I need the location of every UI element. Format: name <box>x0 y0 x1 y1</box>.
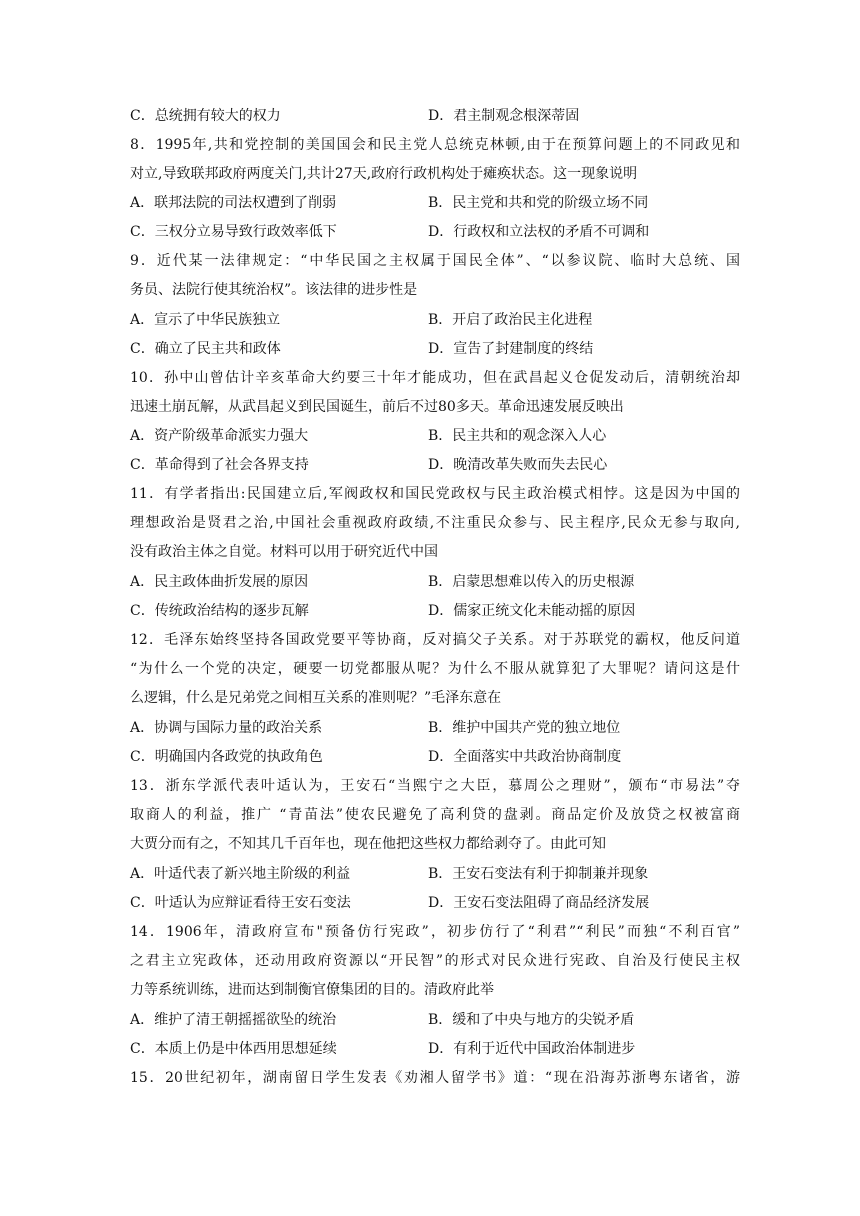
q13-option-c: C．叶适认为应辩证看待王安石变法 <box>130 895 351 911</box>
q8-option-b: B．民主党和共和党的阶级立场不同 <box>428 195 649 211</box>
q9-option-a: A．宣示了中华民族独立 <box>130 312 281 328</box>
q12-stem-line-1: 12．毛泽东始终坚持各国政党要平等协商，反对搞父子关系。对于苏联党的霸权，他反问道 <box>130 632 740 648</box>
q8-stem-line-2: 对立,导致联邦政府两度关门,共计27天,政府行政机构处于瘫痪状态。这一现象说明 <box>130 166 638 182</box>
q11-stem-line-1: 11．有学者指出:民国建立后,军阀政权和国民党政权与民主政治模式相悖。这是因为中国的 <box>130 486 740 502</box>
q10-option-b: B．民主共和的观念深入人心 <box>428 428 607 444</box>
q9-stem-line-2: 务员、法院行使其统治权”。该法律的进步性是 <box>130 282 418 298</box>
q11-option-b: B．启蒙思想难以传入的历史根源 <box>428 574 635 590</box>
q8-stem-line-1: 8．1995年,共和党控制的美国国会和民主党人总统克林顿,由于在预算问题上的不同政见和 <box>130 137 740 153</box>
q12-option-b: B．维护中国共产党的独立地位 <box>428 720 621 736</box>
q13-stem-line-1: 13．浙东学派代表叶适认为，王安石“当熙宁之大臣，慕周公之理财”，颁布“市易法”夺 <box>130 778 740 794</box>
q11-option-d: D．儒家正统文化未能动摇的原因 <box>428 603 636 619</box>
q8-option-d: D．行政权和立法权的矛盾不可调和 <box>428 224 650 240</box>
q13-option-d: D．王安石变法阻碍了商品经济发展 <box>428 895 650 911</box>
q12-stem-line-3: 么逻辑，什么是兄弟党之间相互关系的准则呢？”毛泽东意在 <box>130 690 502 706</box>
q14-stem-line-1: 14．1906年，清政府宣布"预备仿行宪政”，初步仿行了“利君”“利民”而独“不利百官” <box>130 924 740 940</box>
q10-option-c: C．革命得到了社会各界支持 <box>130 457 309 473</box>
q12-option-a: A．协调与国际力量的政治关系 <box>130 720 323 736</box>
q13-option-b: B．王安石变法有利于抑制兼并现象 <box>428 866 649 882</box>
q14-option-c: C．本质上仍是中体西用思想延续 <box>130 1041 337 1057</box>
q9-option-d: D．宣告了封建制度的终结 <box>428 341 594 357</box>
q13-option-a: A．叶适代表了新兴地主阶级的利益 <box>130 866 351 882</box>
q12-option-d: D．全面落实中共政治协商制度 <box>428 749 622 765</box>
q11-stem-line-3: 没有政治主体之自觉。材料可以用于研究近代中国 <box>130 544 438 560</box>
q11-option-c: C．传统政治结构的逐步瓦解 <box>130 603 309 619</box>
q11-option-a: A．民主政体曲折发展的原因 <box>130 574 309 590</box>
q9-stem-line-1: 9．近代某一法律规定：“中华民国之主权属于国民全体”、“以参议院、临时大总统、国 <box>130 253 740 269</box>
q14-stem-line-2: 之君主立宪政体，还动用政府资源以“开民智”的形式对民众进行宪政、自治及行使民主权 <box>130 953 740 969</box>
q10-stem-line-2: 迅速土崩瓦解，从武昌起义到民国诞生，前后不过80多天。革命迅速发展反映出 <box>130 399 624 415</box>
q12-stem-line-2: “为什么一个党的决定，硬要一切党都服从呢？为什么不服从就算犯了大罪呢？请问这是什 <box>130 661 740 677</box>
q9-option-c: C．确立了民主共和政体 <box>130 341 281 357</box>
q8-option-a: A．联邦法院的司法权遭到了削弱 <box>130 195 337 211</box>
q8-option-c: C．三权分立易导致行政效率低下 <box>130 224 337 240</box>
q7-option-c: C．总统拥有较大的权力 <box>130 108 281 124</box>
q10-stem-line-1: 10．孙中山曾估计辛亥革命大约要三十年才能成功，但在武昌起义仓促发动后，清朝统治却 <box>130 370 740 386</box>
q12-option-c: C．明确国内各政党的执政角色 <box>130 749 323 765</box>
q10-option-a: A．资产阶级革命派实力强大 <box>130 428 309 444</box>
q7-option-d: D．君主制观念根深蒂固 <box>428 108 580 124</box>
q14-option-b: B．缓和了中央与地方的尖锐矛盾 <box>428 1012 635 1028</box>
q10-option-d: D．晚清改革失败而失去民心 <box>428 457 608 473</box>
q14-option-d: D．有利于近代中国政治体制进步 <box>428 1041 636 1057</box>
q13-stem-line-2: 取商人的利益，推广 “青苗法”使农民避免了高利贷的盘剥。商品定价及放贷之权被富商 <box>130 807 740 823</box>
q15-stem-line-1: 15．20世纪初年，湖南留日学生发表《劝湘人留学书》道：“现在沿海苏浙粤东诸省，游 <box>130 1070 740 1086</box>
q14-option-a: A．维护了清王朝摇摇欲坠的统治 <box>130 1012 337 1028</box>
q9-option-b: B．开启了政治民主化进程 <box>428 312 593 328</box>
q13-stem-line-3: 大贾分而有之，不知其几千百年也，现在他把这些权力都给剥夺了。由此可知 <box>130 836 606 852</box>
q11-stem-line-2: 理想政治是贤君之治,中国社会重视政府政绩,不注重民众参与、民主程序,民众无参与取向, <box>130 515 740 531</box>
q14-stem-line-3: 力等系统训练，进而达到制衡官僚集团的目的。清政府此举 <box>130 982 494 998</box>
